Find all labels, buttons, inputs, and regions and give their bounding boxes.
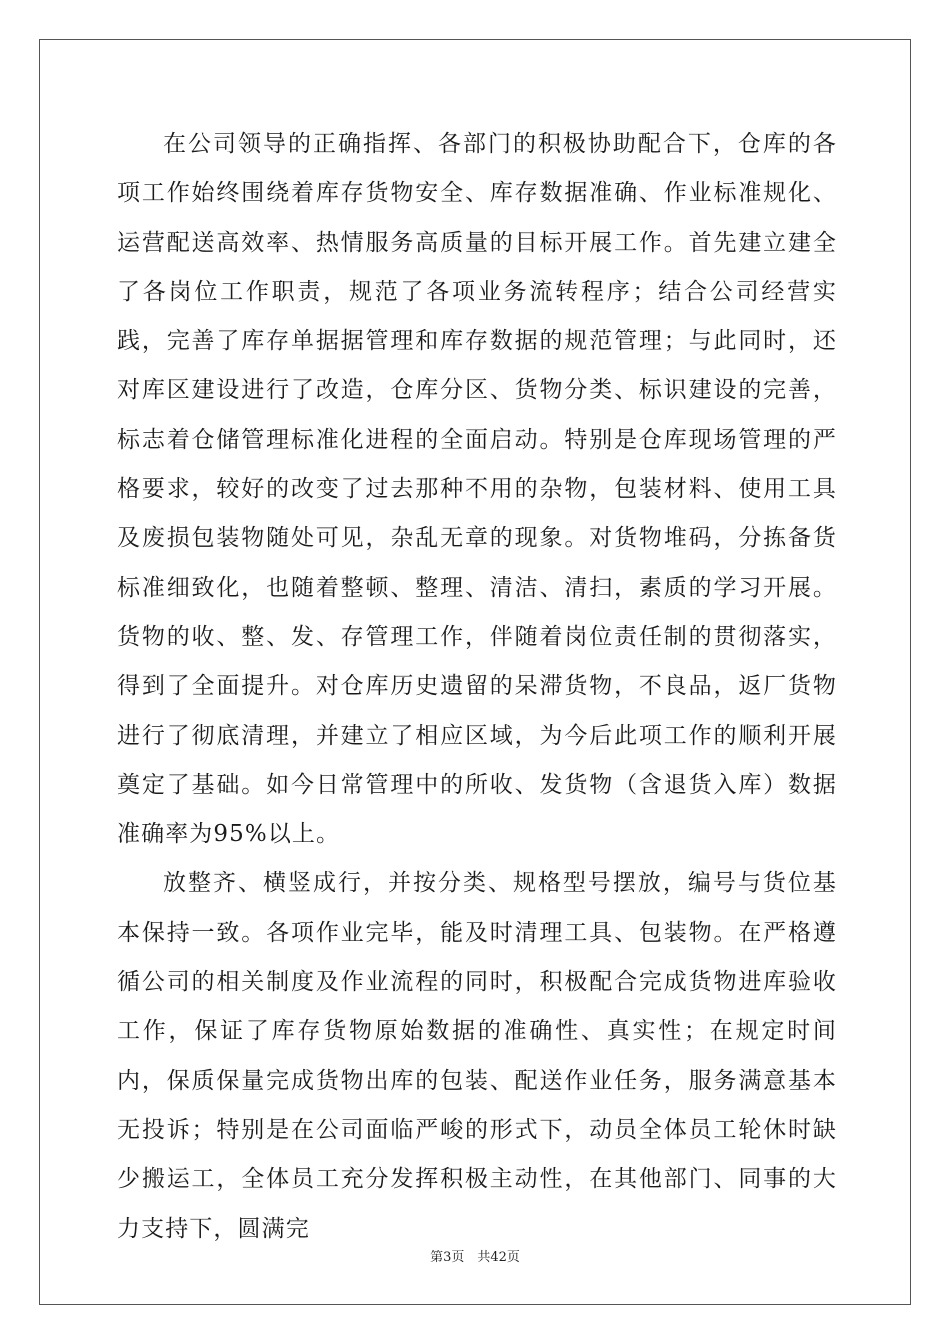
page-footer bbox=[0, 1246, 950, 1265]
paragraph-2: 放整齐、横竖成行，并按分类、规格型号摆放，编号与货位基本保持一致。各项作业完毕，能及时清理工具、包装物。在严格遵循公司的相关制度及作业流程的同时，积极配合完成货物进库验收工作，保证了库存货物原始数据的准确性、真实性；在规定时间内，保质保量完成货物出库的包装、配送作业任务，服务满意基本无投诉；特别是在公司面临严峻的形式下，动员全体员工轮休时缺少搬运工，全体员工充分发挥积极主动性，在其他部门、同事的大力支持下，圆满完 bbox=[117, 870, 837, 1242]
page-number: 第3页 共42页 bbox=[430, 1250, 520, 1265]
paragraph-1: 在公司领导的正确指挥、各部门的积极协助配合下，仓库的各项工作始终围绕着库存货物安全、库存数据准确、作业标准规化、运营配送高效率、热情服务高质量的目标开展工作。首先建立建全了各岗位工作职责，规范了各项业务流转程序；结合公司经营实践，完善了库存单据据管理和库存数据的规范管理；与此同时，还对库区建设进行了改造，仓库分区、货物分类、标识建设的完善，标志着仓储管理标准化进程的全面启动。特别是仓库现场管理的严格要求，较好的改变了过去那种不用的杂物，包装材料、使用工具及废损包装物随处可见，杂乱无章的现象。对货物堆码，分拣备货标准细致化，也随着整顿、整理、清洁、清扫，素质的学习开展。货物的收、整、发、存管理工作，伴随着岗位责任制的贯彻落实，得到了全面提升。对仓库历史遗留的呆滞货物，不良品，返厂货物进行了彻底清理，并建立了相应区域，为今后此项工作的顺利开展奠定了基础。如今日常管理中的所收、发货物（含退货入库）数据准确率为95%以上。 bbox=[117, 131, 837, 848]
document-body bbox=[117, 120, 837, 1254]
